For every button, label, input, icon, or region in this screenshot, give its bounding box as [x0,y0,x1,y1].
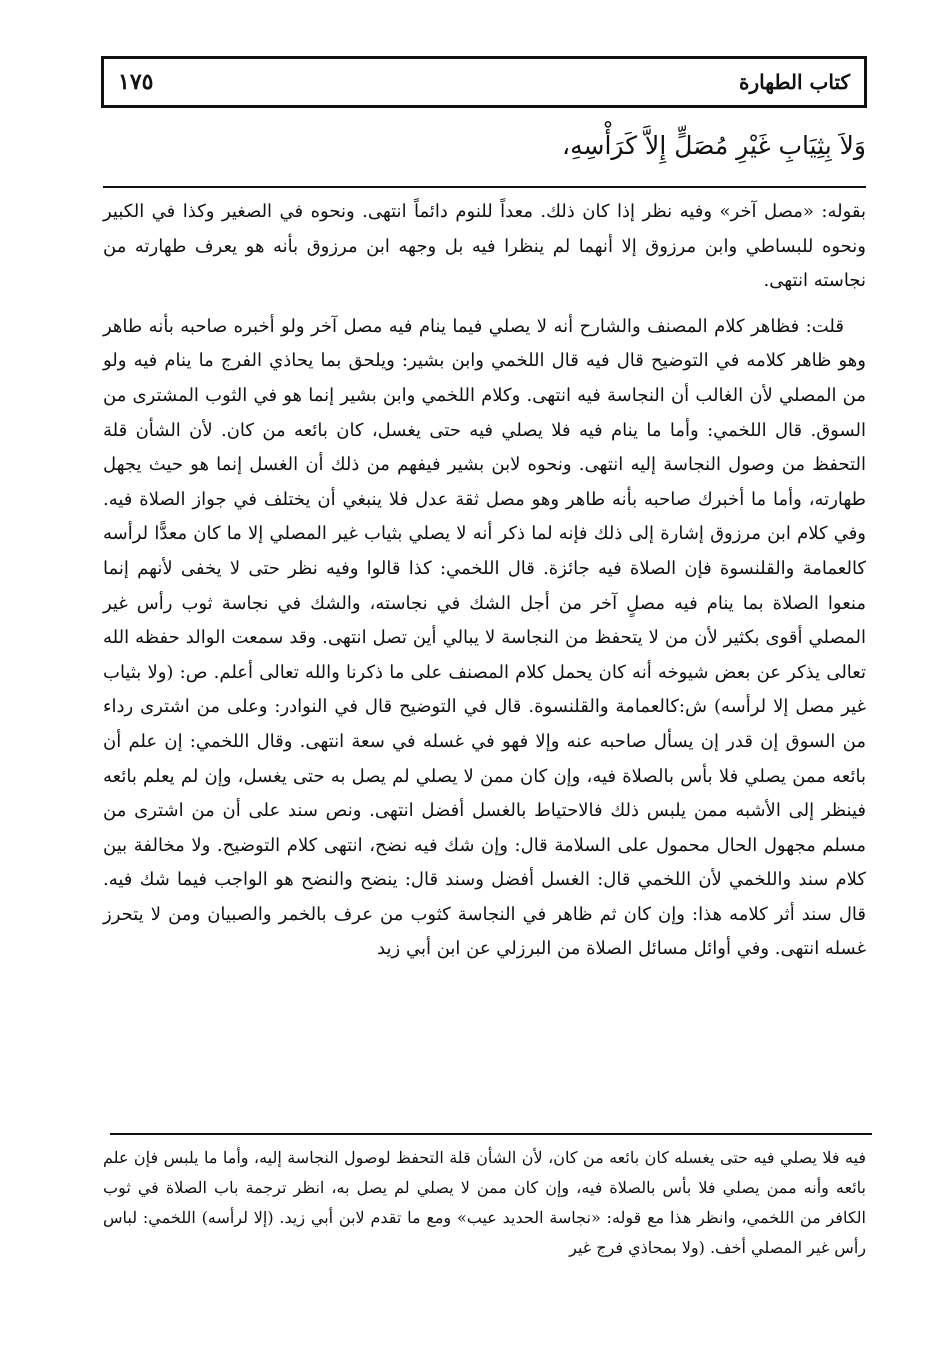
book-title: كتاب الطهارة [739,70,850,94]
footnote-text: فيه فلا يصلي فيه حتى يغسله كان بائعه من كان، لأن الشأن قلة التحفظ لوصول النجاسة إليه، وأما ما يلبس فإن علم بائعه وأنه ممن يصلي فلا بأس بالصلاة فيه، وإن كان ممن لا يصلي لم يصل به، انظر ترجمة باب الصلاة في ثوب الكافر من اللخمي، وانظر هذا مع قوله: «نجاسة الحديد عيب» ومع ما تقدم لابن أبي زيد. (إلا لرأسه) اللخمي: لباس رأس غير المصلي أخف. (ولا بمحاذي فرج غير [103,1148,866,1257]
divider-line-top [103,186,866,188]
footnote-block [103,1143,866,1263]
matn-text: وَلاَ بِثِيَابِ غَيْرِ مُصَلٍّ إِلاَّ كَرَأْسِهِ، [562,131,866,160]
running-header [101,56,867,108]
footnote-divider [110,1133,872,1135]
commentary-paragraph: قلت: فظاهر كلام المصنف والشارح أنه لا يصلي فيما ينام فيه مصل آخر ولو أخبره صاحبه بأنه طاهر وهو ظاهر كلامه في التوضيح قال فيه قال اللخمي وابن بشير: ويلحق بما يحاذي الفرج ما ينام فيه ولو من المصلي لأن الغالب أن النجاسة فيه انتهى. وكلام اللخمي وابن بشير إنما هو في الثوب المشترى من السوق. قال اللخمي: وأما ما ينام فيه فلا يصلي فيه حتى يغسل، كان بائعه من كان. لأن الشأن قلة التحفظ من وصول النجاسة إليه انتهى. ونحوه لابن بشير فيفهم من ذلك أن الغسل إنما هو حيث يجهل طهارته، وأما ما أخبرك صاحبه بأنه طاهر وهو مصل ثقة عدل فلا ينبغي أن يختلف في جواز الصلاة فيه. وفي كلام ابن مرزوق إشارة إلى ذلك فإنه لما ذكر أنه لا يصلي بثياب غير المصلي إلا ما كان معدًّا لرأسه كالعمامة والقلنسوة فإن الصلاة فيه جائزة. قال اللخمي: كذا قالوا وفيه نظر حتى لا يخفى لأنهم إنما منعوا الصلاة بما ينام فيه مصلٍ آخر من أجل الشك في نجاسته، والشك في نجاسة ثوب رأس غير المصلي أقوى بكثير لأن من لا يتحفظ من النجاسة لا يبالي أين تصل انتهى. وقد سمعت الوالد حفظه الله تعالى يذكر عن بعض شيوخه أنه كان يحمل كلام المصنف على ما ذكرنا والله تعالى أعلم. ص: (ولا بثياب غير مصل إلا لرأسه) ش:كالعمامة والقلنسوة. قال في التوضيح قال في النوادر: وعلى من اشترى رداء من السوق إن قدر إن يسأل صاحبه عنه وإلا فهو في غسله في سعة انتهى. وقال اللخمي: إن علم أن بائعه ممن يصلي فلا بأس بالصلاة فيه، وإن كان ممن لا يصلي لم يصل به حتى يغسل، وإن لم يعلم بائعه فينظر إلى الأشبه ممن يلبس ذلك فالاحتياط بالغسل أفضل انتهى. ونص سند على أن من اشترى من مسلم مجهول الحال محمول على السلامة قال: وإن شك فيه نضح، انتهى كلام التوضيح. ولا مخالفة بين كلام سند واللخمي لأن اللخمي قال: الغسل أفضل وسند قال: ينضح والنضح هو الواجب فيما شك فيه. قال سند أثر كلامه هذا: وإن كان ثم ظاهر في النجاسة كثوب من عرف بالخمر والصبيان ومن لا يتحرز غسله انتهى. وفي أوائل مسائل الصلاة من البرزلي عن ابن أبي زيد [103,315,867,960]
commentary-body [103,195,866,967]
commentary-paragraph: بقوله: «مصل آخر» وفيه نظر إذا كان ذلك. معداً للنوم دائماً انتهى. ونحوه في الصغير وكذا في الكبير ونحوه للبساطي وابن مرزوق إلا أنهما لم ينظرا فيه بل وجهه ابن مرزوق بأنه هو يعرف طهارته من نجاسته انتهى. [103,201,866,292]
page-number: ١٧٥ [118,69,154,95]
